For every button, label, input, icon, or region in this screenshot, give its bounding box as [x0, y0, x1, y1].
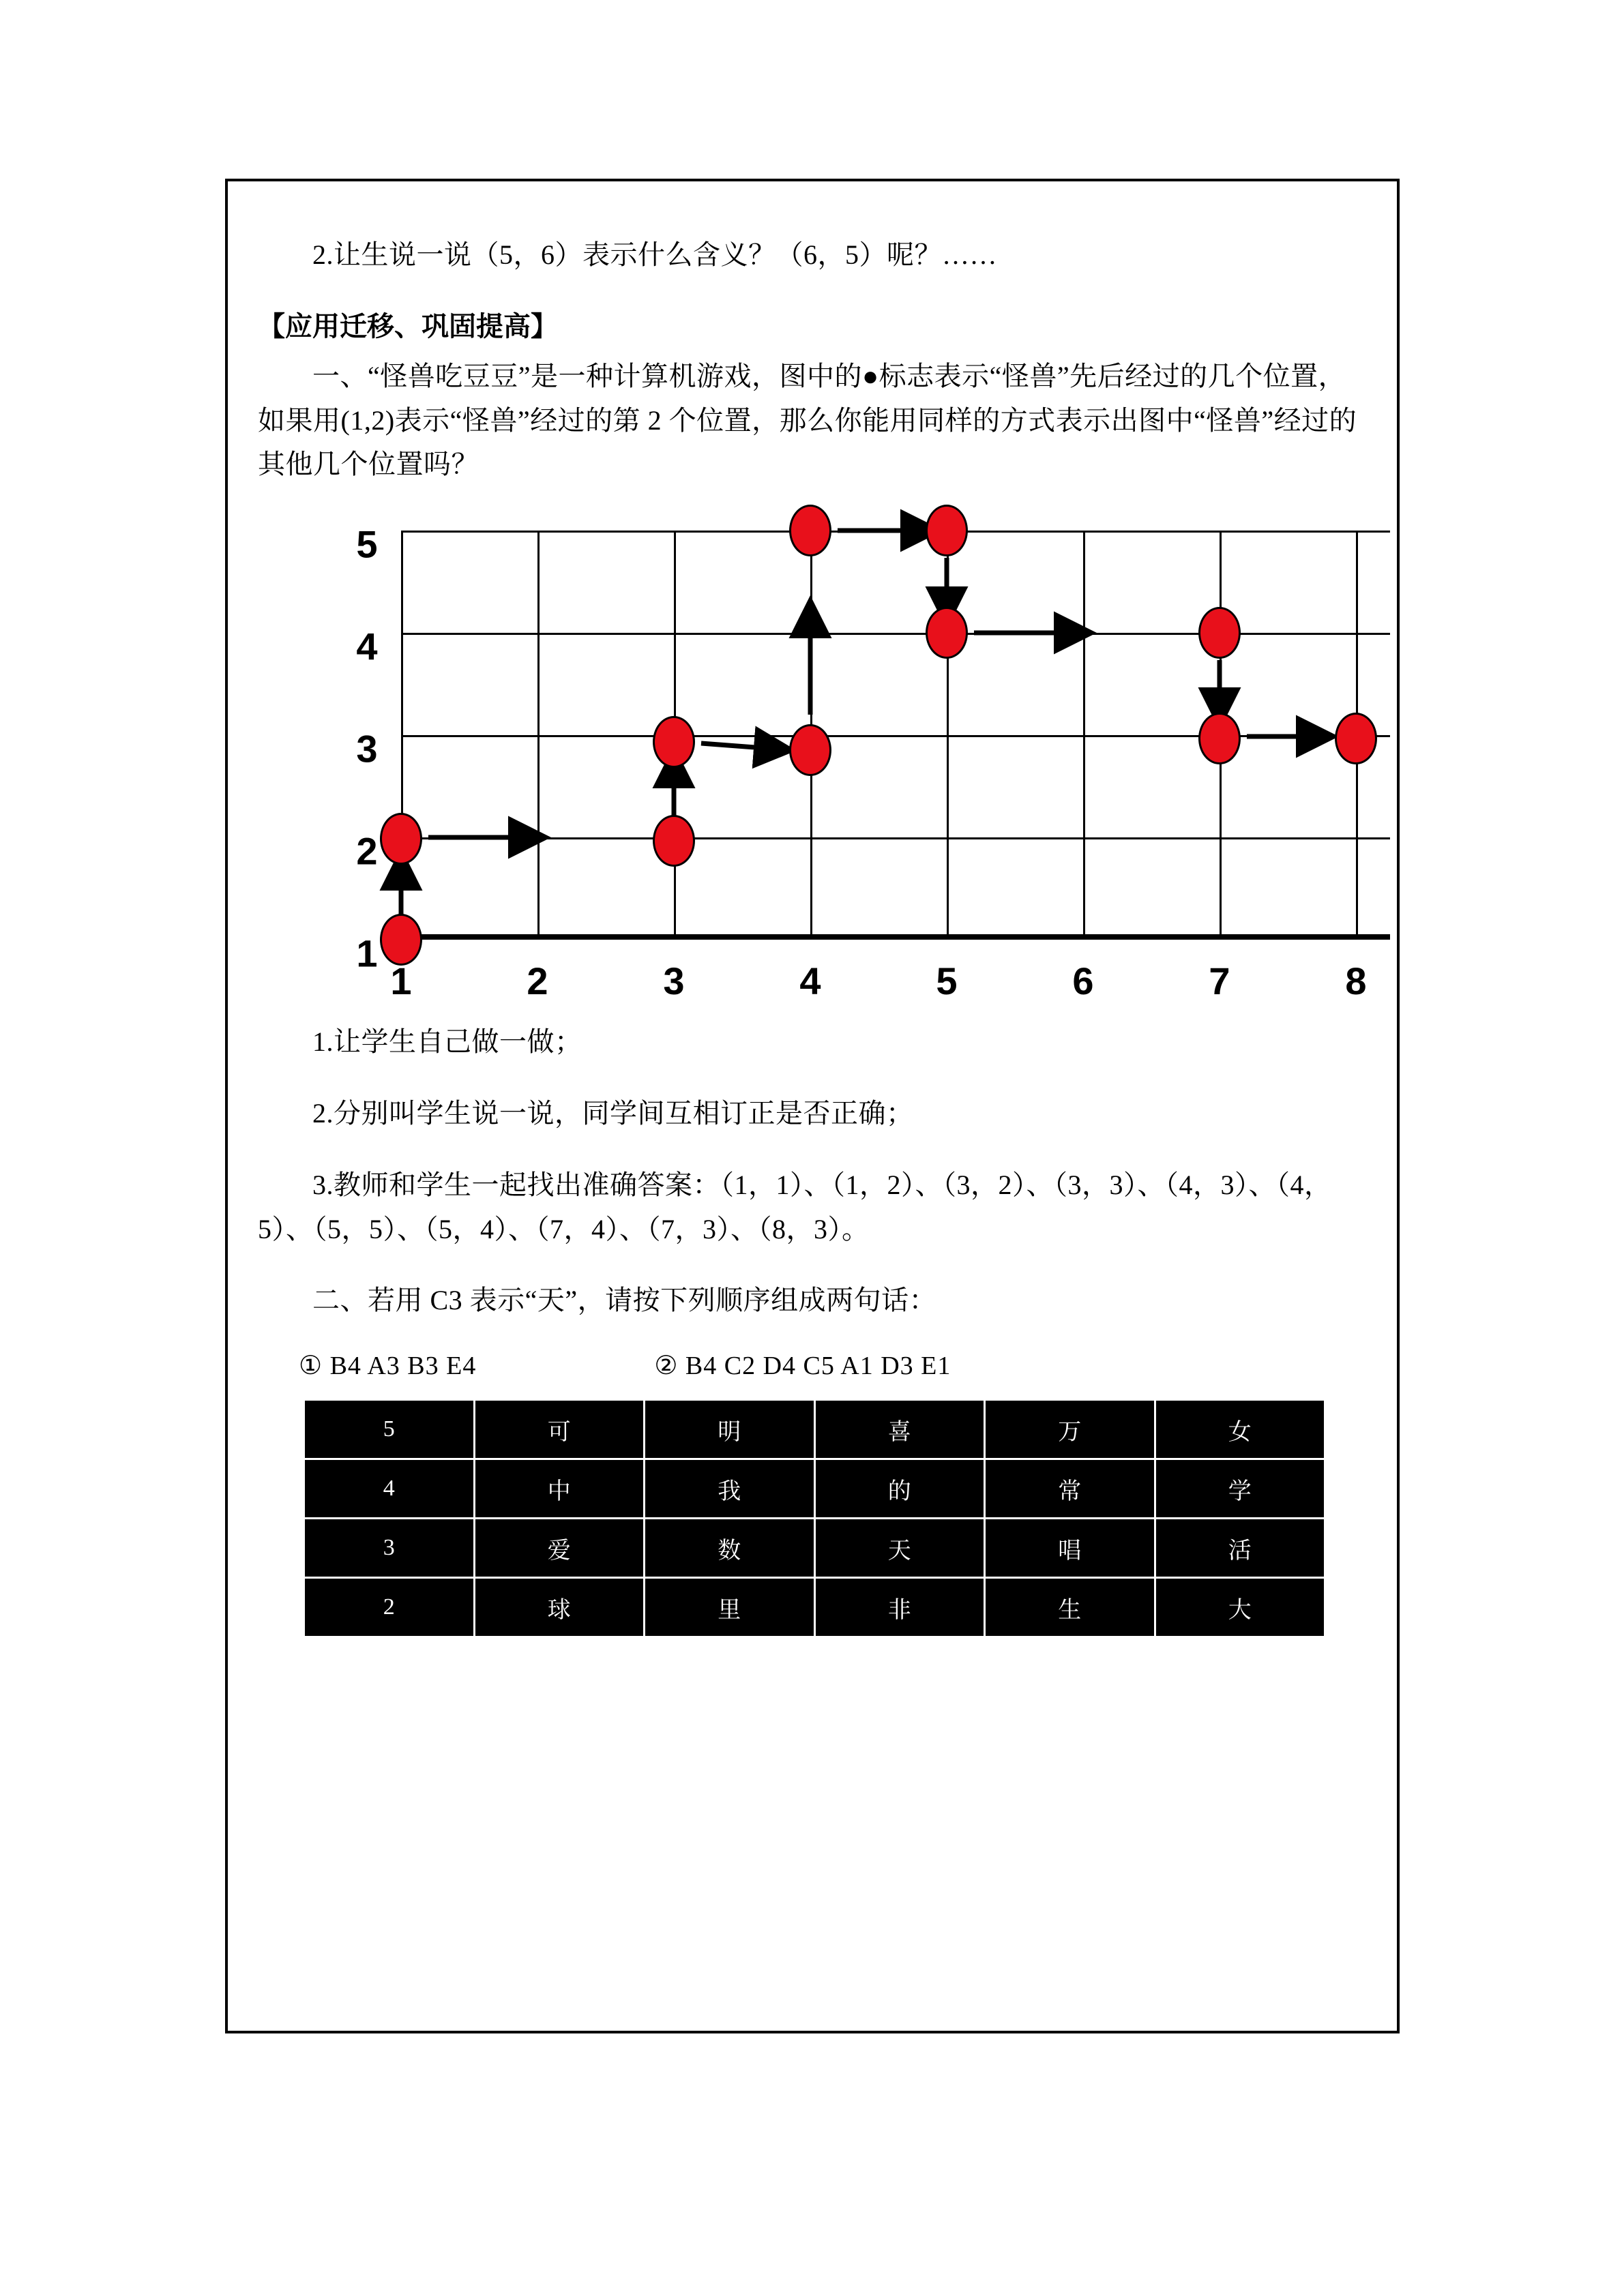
table-cell: 万 [985, 1400, 1155, 1459]
table-cell: 球 [474, 1578, 645, 1637]
table-cell: 常 [985, 1459, 1155, 1519]
x-tick-label: 4 [799, 959, 821, 1003]
data-point [789, 724, 831, 776]
table-cell: 数 [645, 1519, 815, 1578]
data-point [380, 914, 422, 966]
question-one: 一、“怪兽吃豆豆”是一种计算机游戏，图中的●标志表示“怪兽”先后经过的几个位置，如果用(1,2)表示“怪兽”经过的第 2 个位置，那么你能用同样的方式表示出图中“怪兽”经过的其他几个位置吗？ [258, 360, 1357, 480]
data-point [926, 505, 968, 556]
data-point [1335, 713, 1377, 764]
table-cell: 活 [1155, 1519, 1325, 1578]
data-point [1198, 713, 1241, 764]
table-cell: 明 [645, 1400, 815, 1459]
data-point [789, 505, 831, 556]
coordinate-grid-chart [292, 517, 1367, 1015]
note-1: 1.让学生自己做一做； [312, 1026, 582, 1058]
table-cell: 女 [1155, 1400, 1325, 1459]
table-row [304, 1459, 1325, 1519]
y-tick-label: 2 [356, 829, 378, 873]
question-two: 二、若用 C3 表示“天”，请按下列顺序组成两句话： [312, 1285, 937, 1316]
table-cell: 喜 [814, 1400, 985, 1459]
section-heading: 【应用迁移、巩固提高】 [258, 310, 558, 342]
data-point [380, 813, 422, 865]
table-cell: 2 [304, 1578, 475, 1637]
page-inner [228, 181, 1397, 1638]
gridline-y3 [401, 735, 1390, 737]
top-line: 2.让生说一说（5，6）表示什么含义？（6，5）呢？…… [312, 239, 997, 270]
table-cell: 爱 [474, 1519, 645, 1578]
table-cell: 中 [474, 1459, 645, 1519]
table-cell: 5 [304, 1400, 475, 1459]
x-tick-label: 3 [663, 959, 685, 1003]
table-cell: 3 [304, 1519, 475, 1578]
x-tick-label: 6 [1072, 959, 1094, 1003]
gridline-y5 [401, 531, 1390, 533]
choice-two: ② B4 C2 D4 C5 A1 D3 E1 [654, 1352, 951, 1381]
note-3: 3.教师和学生一起找出准确答案：（1，1）、（1，2）、（3，2）、（3，3）、（4，3）、（4，5）、（5，5）、（5，4）、（7，4）、（7，3）、（8，3）。 [258, 1169, 1332, 1244]
table-cell: 的 [814, 1459, 985, 1519]
gridline-x1 [401, 531, 403, 940]
choices-row [299, 1350, 1367, 1381]
path-arrows [401, 531, 1397, 953]
x-tick-label: 2 [527, 959, 548, 1003]
gridline-y2 [401, 837, 1390, 839]
table-row [304, 1578, 1325, 1637]
table-cell: 4 [304, 1459, 475, 1519]
y-tick-label: 5 [356, 522, 378, 566]
x-tick-label: 7 [1209, 959, 1230, 1003]
gridline-x6 [1083, 531, 1085, 940]
x-tick-label: 5 [936, 959, 958, 1003]
gridline-x5 [947, 531, 949, 940]
table-cell: 唱 [985, 1519, 1155, 1578]
table-cell: 非 [814, 1578, 985, 1637]
chart-grid-area [401, 531, 1390, 940]
table-cell: 天 [814, 1519, 985, 1578]
data-point [1198, 607, 1241, 659]
table-cell: 里 [645, 1578, 815, 1637]
x-tick-label: 8 [1345, 959, 1367, 1003]
table-cell: 大 [1155, 1578, 1325, 1637]
table-cell: 可 [474, 1400, 645, 1459]
y-tick-label: 1 [356, 931, 378, 975]
data-point [653, 716, 695, 768]
data-point [653, 815, 695, 867]
x-axis [401, 934, 1390, 940]
data-point [926, 607, 968, 659]
word-grid-table [303, 1399, 1326, 1638]
note-2: 2.分别叫学生说一说，同学间互相订正是否正确； [312, 1097, 914, 1129]
table-cell: 生 [985, 1578, 1155, 1637]
x-tick-label: 1 [390, 959, 412, 1003]
gridline-y4 [401, 633, 1390, 635]
y-tick-label: 4 [356, 625, 378, 668]
choice-one: ① B4 A3 B3 E4 [299, 1352, 477, 1381]
table-cell: 我 [645, 1459, 815, 1519]
table-row [304, 1400, 1325, 1459]
table-cell: 学 [1155, 1459, 1325, 1519]
y-tick-label: 3 [356, 727, 378, 771]
gridline-x2 [537, 531, 540, 940]
table-row [304, 1519, 1325, 1578]
document-page [225, 179, 1400, 2033]
